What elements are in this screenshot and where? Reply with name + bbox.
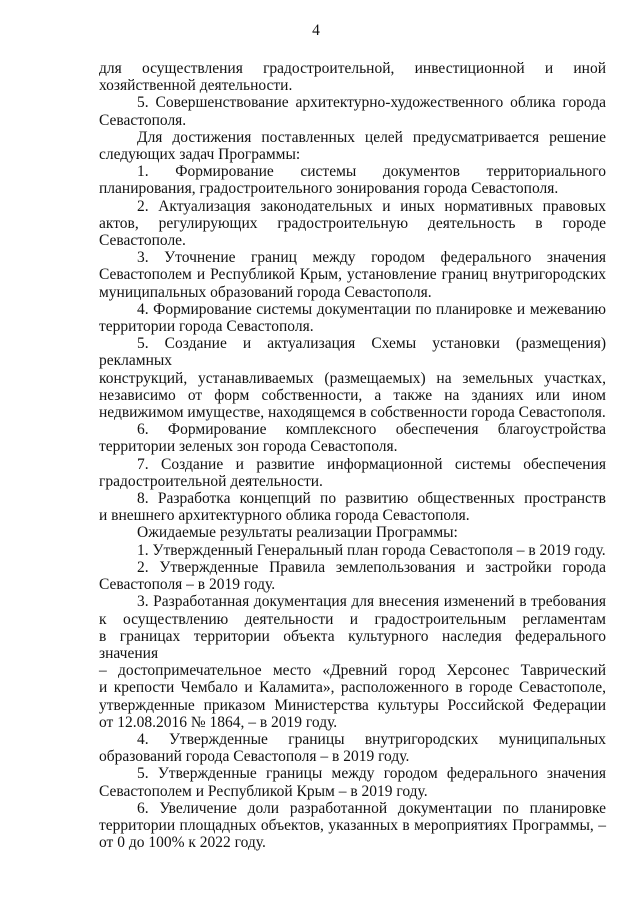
paragraph-line: 4. Утвержденные границы внутригородских муниципальных	[137, 730, 606, 748]
paragraph-line: 6. Увеличение доли разработанной документации по планировке	[137, 799, 606, 817]
paragraph	[99, 129, 606, 163]
paragraph-line: 8. Разработка концепций по развитию общественных пространств	[137, 490, 606, 508]
paragraph-line: Севастополем и Республикой Крым – в 2019 году.	[99, 782, 428, 800]
paragraph	[99, 800, 606, 852]
paragraph-line: 6. Формирование комплексного обеспечения благоустройства	[137, 421, 606, 439]
paragraph-line: и внешнего архитектурного облика города Севастополя.	[99, 507, 470, 525]
paragraph	[99, 163, 606, 197]
paragraph-line: от 0 до 100% к 2022 году.	[99, 834, 266, 852]
paragraph-line: Севастополем и Республикой Крым, установление границ внутригородских	[99, 266, 606, 284]
paragraph-line: Ожидаемые результаты реализации Программы:	[137, 524, 458, 542]
paragraph-line: актов, регулирующих градостроительную деятельность в городе	[99, 214, 606, 232]
paragraph-line: территории площадных объектов, указанных в мероприятиях Программы, –	[99, 816, 606, 834]
paragraph-line: недвижимом имуществе, находящемся в собственности города Севастополя.	[99, 404, 606, 422]
paragraph	[99, 593, 606, 731]
paragraph-line: хозяйственной деятельности.	[99, 77, 293, 95]
paragraph	[99, 490, 606, 524]
paragraph	[99, 249, 606, 301]
paragraph	[99, 421, 606, 455]
paragraph-line: 1. Формирование системы документов территориального	[137, 163, 606, 181]
paragraph-line: и крепости Чембало и Каламита», расположенного в городе Севастополе,	[99, 679, 606, 697]
paragraph-line: 3. Разработанная документация для внесения изменений в требования	[137, 593, 606, 611]
paragraph-line: территории зеленых зон города Севастополя.	[99, 438, 398, 456]
paragraph-line: для осуществления градостроительной, инвестиционной и иной	[99, 60, 606, 77]
paragraph-line: следующих задач Программы:	[99, 146, 301, 164]
paragraph-line: к осуществлению деятельности и градостроительным регламентам	[99, 610, 606, 628]
paragraph	[99, 456, 606, 490]
paragraph	[99, 524, 606, 541]
paragraph	[99, 542, 606, 559]
paragraph-line: независимо от форм собственности, а также на зданиях или ином	[99, 386, 606, 404]
paragraph-line: 1. Утвержденный Генеральный план города Севастополя – в 2019 году.	[137, 541, 606, 559]
paragraph	[99, 301, 606, 335]
paragraph-line: Севастополе.	[99, 232, 186, 250]
document-body	[99, 60, 606, 851]
page-number: 4	[312, 22, 320, 39]
paragraph-line: муниципальных образований города Севастополя.	[99, 283, 432, 301]
paragraph-line: Севастополя.	[99, 111, 187, 129]
paragraph-line: 5. Создание и актуализация Схемы установки (размещения) рекламных	[99, 335, 606, 370]
paragraph-line: 3. Уточнение границ между городом федерального значения	[137, 249, 606, 267]
paragraph-line: 4. Формирование системы документации по планировке и межеванию	[137, 300, 606, 318]
paragraph-line: от 12.08.2016 № 1864, – в 2019 году.	[99, 713, 338, 731]
paragraph-line: 2. Актуализация законодательных и иных нормативных правовых	[137, 197, 606, 215]
paragraph-line: территории города Севастополя.	[99, 318, 314, 336]
paragraph-line: 2. Утвержденные Правила землепользования и застройки города	[137, 558, 606, 576]
paragraph	[99, 60, 606, 94]
paragraph-line: утвержденные приказом Министерства культуры Российской Федерации	[99, 696, 606, 714]
paragraph	[99, 559, 606, 593]
paragraph-line: – достопримечательное место «Древний город Херсонес Таврический	[99, 662, 606, 680]
paragraph-line: 5. Утвержденные границы между городом федерального значения	[137, 765, 606, 783]
paragraph-line: 5. Совершенствование архитектурно-художественного облика города	[137, 94, 606, 112]
paragraph	[99, 94, 606, 128]
paragraph-line: конструкций, устанавливаемых (размещаемых) на земельных участках,	[99, 369, 606, 387]
paragraph-line: градостроительной деятельности.	[99, 472, 323, 490]
paragraph	[99, 731, 606, 765]
paragraph	[99, 335, 606, 421]
paragraph-line: в границах территории объекта культурного наследия федерального значения	[99, 627, 606, 662]
paragraph-line: образований города Севастополя – в 2019 году.	[99, 748, 410, 766]
paragraph-line: планирования, градостроительного зонирования города Севастополя.	[99, 180, 559, 198]
paragraph-line: Для достижения поставленных целей предусматривается решение	[137, 128, 606, 146]
paragraph-line: Севастополя – в 2019 году.	[99, 576, 276, 594]
paragraph	[99, 198, 606, 250]
paragraph	[99, 765, 606, 799]
paragraph-line: 7. Создание и развитие информационной системы обеспечения	[137, 455, 606, 473]
